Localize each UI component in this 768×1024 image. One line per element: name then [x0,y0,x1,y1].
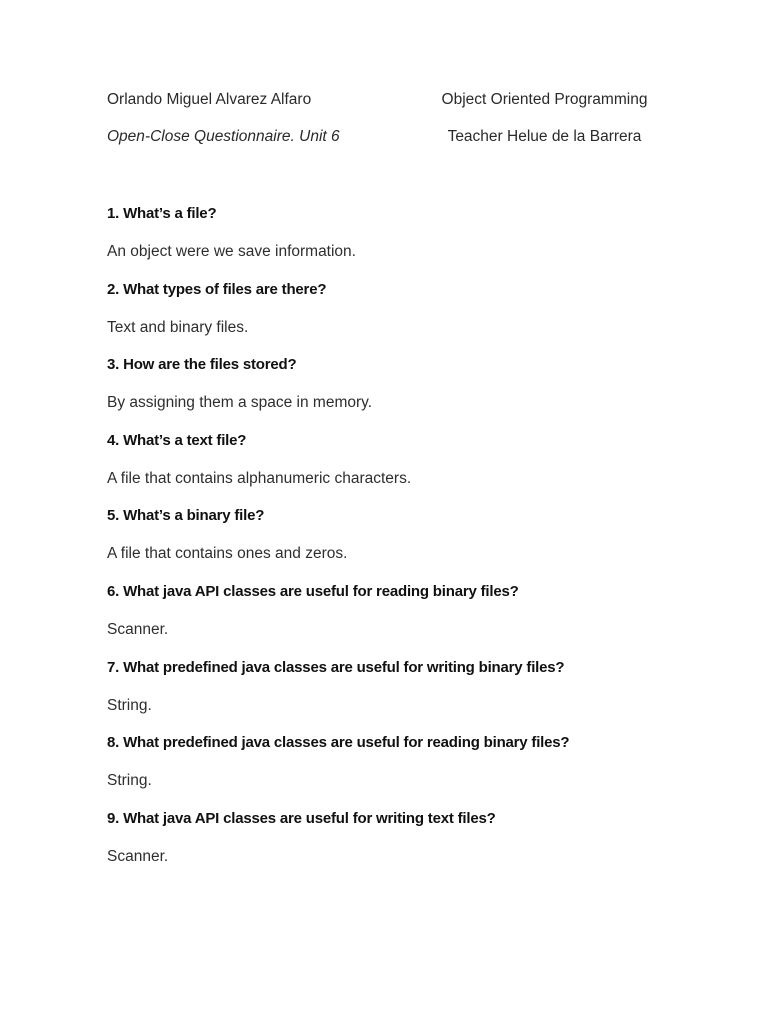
answer-text: Scanner. [107,847,169,865]
qa-item-9 [107,809,727,885]
questionnaire [107,204,727,884]
question-text: 9. What java API classes are useful for writing text files? [107,809,496,827]
question-text: 7. What predefined java classes are useful for writing binary files? [107,658,565,676]
question-text: 8. What predefined java classes are useful for reading binary files? [107,734,570,752]
qa-item-5 [107,506,727,582]
question-text: 3. How are the files stored? [107,356,297,374]
qa-item-8 [107,733,727,809]
course-name: Object Oriented Programming [441,91,648,108]
question-text: 4. What’s a text file? [107,431,247,449]
qa-item-3 [107,355,727,431]
question-text: 2. What types of files are there? [107,280,327,298]
document-title: Open-Close Questionnaire. Unit 6 [107,128,340,145]
qa-item-4 [107,431,727,507]
answer-text: Text and binary files. [107,318,249,336]
question-text: 5. What’s a binary file? [107,507,265,525]
question-text: 6. What java API classes are useful for reading binary files? [107,582,519,600]
answer-text: Scanner. [107,620,169,638]
answer-text: By assigning them a space in memory. [107,394,373,412]
qa-item-1 [107,204,727,280]
answer-text: A file that contains ones and zeros. [107,545,348,563]
qa-item-2 [107,280,727,356]
answer-text: String. [107,696,152,714]
teacher-name: Teacher Helue de la Barrera [447,128,642,145]
qa-item-7 [107,658,727,734]
answer-text: String. [107,772,152,790]
answer-text: An object were we save information. [107,243,356,260]
qa-item-6 [107,582,727,658]
answer-text: A file that contains alphanumeric characters. [107,469,412,487]
question-text: 1. What’s a file? [107,205,217,222]
student-name: Orlando Miguel Alvarez Alfaro [107,91,312,108]
